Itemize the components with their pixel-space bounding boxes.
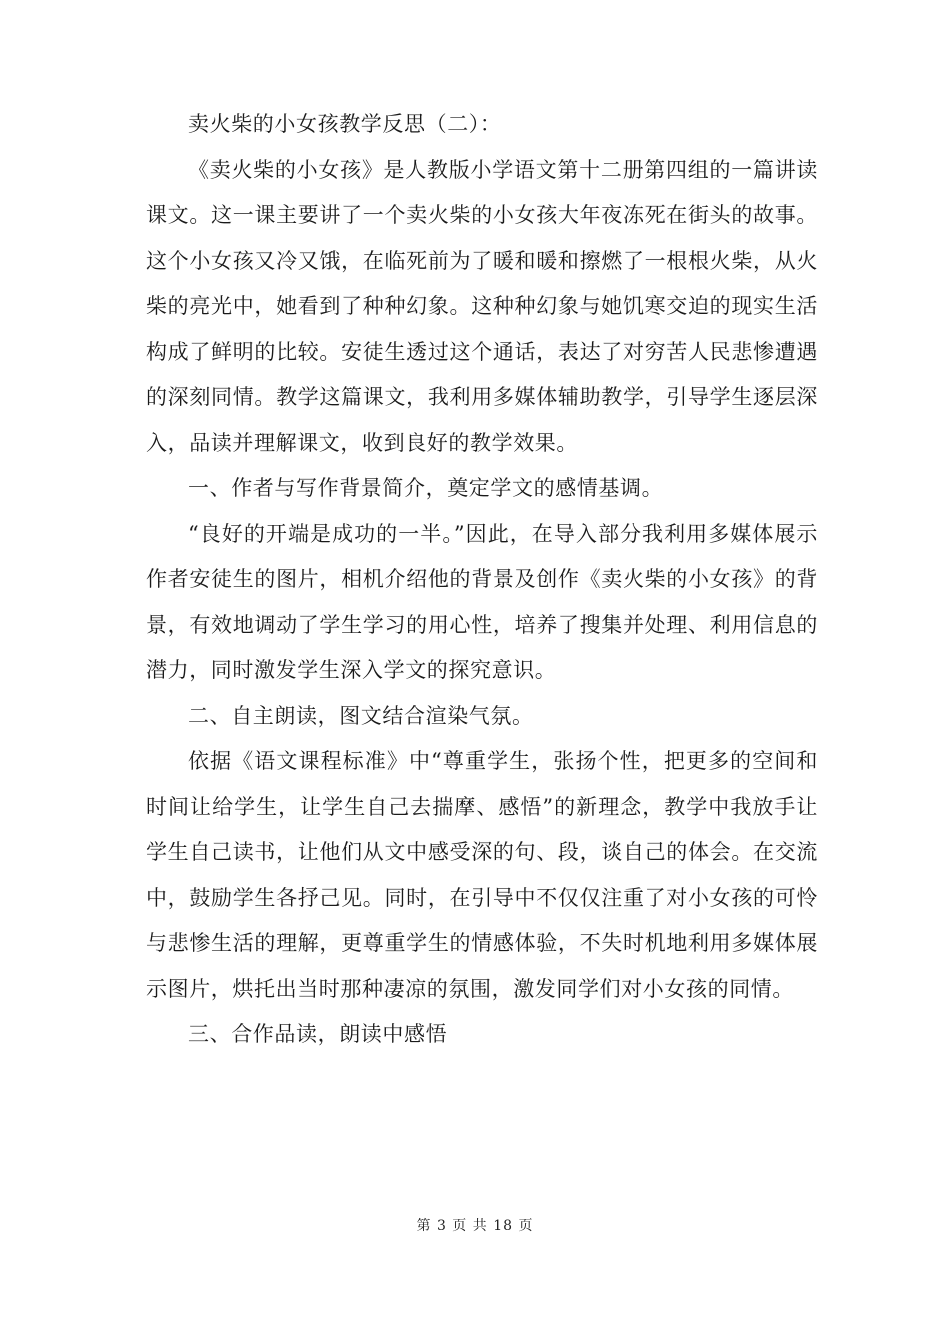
heading-two: 二、自主朗读，图文结合渲染气氛。 (188, 703, 534, 728)
section-title: 卖火柴的小女孩教学反思（二）： (188, 112, 502, 136)
heading-three: 三、合作品读，朗读中感悟 (188, 1022, 448, 1046)
heading-one: 一、作者与写作背景简介，奠定学文的感情基调。 (188, 476, 664, 500)
paragraph-one: “良好的开端是成功的一半。”因此，在导入部分我利用多媒体展示作者安徒生的图片，相机介绍他的背景及创作《卖火柴的小女孩》的背景，有效地调动了学生学习的用心性，培养了搜集并处理、利用信息的潜力，同时激发学生深入学文的探究意识。 (146, 521, 818, 682)
paragraph-two: 依据《语文课程标准》中“尊重学生，张扬个性，把更多的空间和时间让给学生，让学生自己去揣摩、感悟”的新理念，教学中我放手让学生自己读书，让他们从文中感受深的句、段，谈自己的体会。在交流中，鼓励学生各抒己见。同时，在引导中不仅仅注重了对小女孩的可怜与悲惨生活的理解，更尊重学生的情感体验，不失时机地利用多媒体展示图片，烘托出当时那种凄凉的氛围，激发同学们对小女孩的同情。 (146, 749, 818, 1001)
document-body (146, 102, 818, 1058)
intro-paragraph: 《卖火柴的小女孩》是人教版小学语文第十二册第四组的一篇讲读课文。这一课主要讲了一个卖火柴的小女孩大年夜冻死在街头的故事。这个小女孩又冷又饿，在临死前为了暖和暖和擦燃了一根根火柴，从火柴的亮光中，她看到了种种幻象。这种种幻象与她饥寒交迫的现实生活构成了鲜明的比较。安徒生透过这个通话，表达了对穷苦人民悲惨遭遇的深刻同情。教学这篇课文，我利用多媒体辅助教学，引导学生逐层深入，品读并理解课文，收到良好的教学效果。 (146, 157, 818, 455)
page-number-footer: 第 3 页 共 18 页 (416, 1218, 534, 1234)
